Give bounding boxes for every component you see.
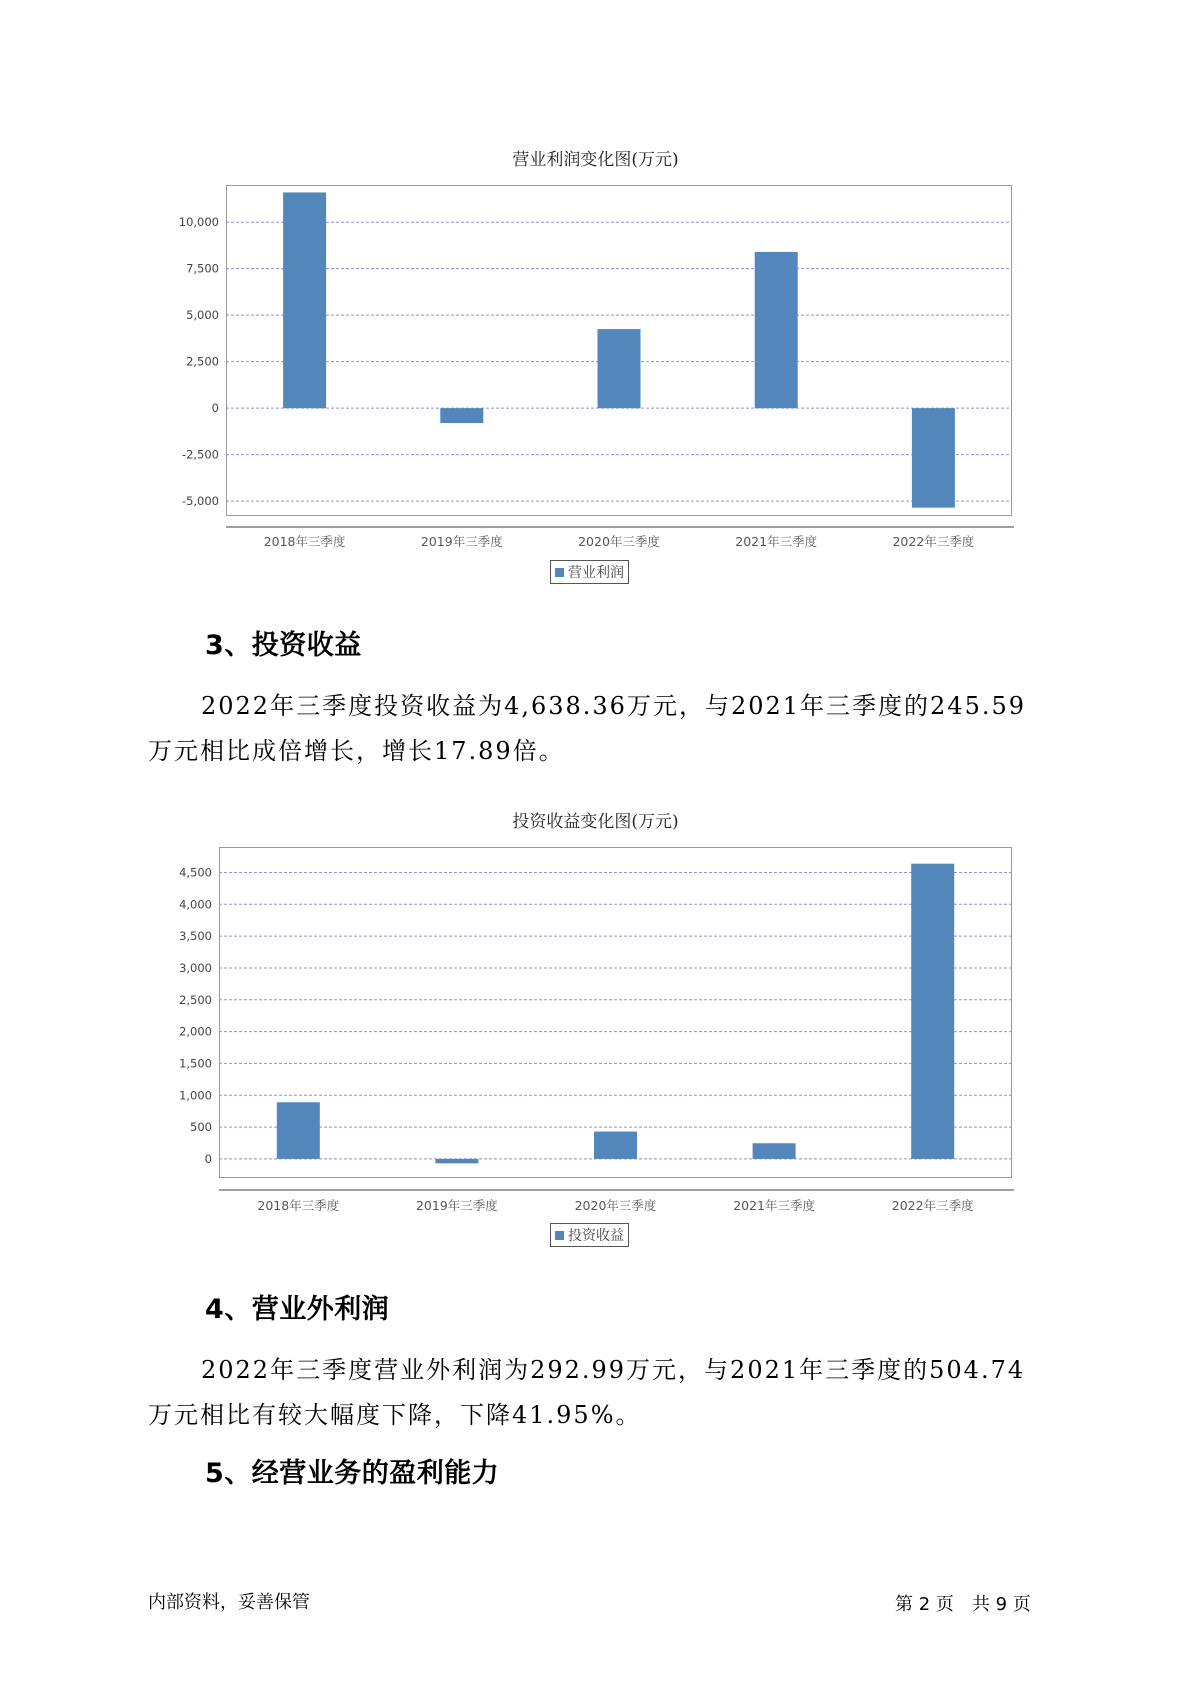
chart1-ytick-label-6: -5,000 bbox=[181, 494, 219, 509]
chart2-ytick-label-2: 3,500 bbox=[179, 929, 212, 944]
chart2-ytick-label-8: 500 bbox=[190, 1120, 212, 1135]
chart2-bar-4 bbox=[911, 864, 954, 1159]
chart2-category-label-3: 2021年三季度 bbox=[733, 1198, 816, 1213]
chart2-legend-label: 投资收益 bbox=[568, 1228, 624, 1244]
chart1-legend-label: 营业利润 bbox=[568, 565, 624, 581]
chart2-category-label-2: 2020年三季度 bbox=[574, 1198, 657, 1213]
chart1-ytick-label-5: -2,500 bbox=[181, 447, 219, 462]
chart1-ytick-label-4: 0 bbox=[211, 401, 219, 416]
chart2-ytick-label-9: 0 bbox=[204, 1151, 212, 1166]
chart2-ytick-label-1: 4,000 bbox=[179, 897, 212, 912]
chart2-ytick-label-7: 1,000 bbox=[179, 1088, 212, 1103]
chart2-category-label-0: 2018年三季度 bbox=[257, 1198, 340, 1213]
chart2-ytick-label-6: 1,500 bbox=[179, 1056, 212, 1071]
footer-left: 内部资料，妥善保管 bbox=[148, 1592, 310, 1613]
chart2-ytick-label-3: 3,000 bbox=[179, 960, 212, 975]
chart1-title: 营业利润变化图(万元) bbox=[512, 150, 679, 170]
footer-page-number: 第 2 页 共 9 页 bbox=[895, 1594, 1031, 1615]
section4-heading: 4、营业外利润 bbox=[205, 1294, 390, 1325]
chart1-ytick-label-2: 5,000 bbox=[186, 308, 219, 323]
chart2-category-label-1: 2019年三季度 bbox=[415, 1198, 498, 1213]
chart2-ytick-label-0: 4,500 bbox=[179, 865, 212, 880]
chart1-ytick-label-1: 7,500 bbox=[186, 261, 219, 276]
section5-heading: 5、经营业务的盈利能力 bbox=[205, 1458, 500, 1489]
chart2-bar-0 bbox=[277, 1102, 320, 1159]
chart2-bar-2 bbox=[594, 1132, 637, 1159]
chart2-legend bbox=[550, 1223, 629, 1247]
chart2-bar-1 bbox=[435, 1159, 478, 1163]
chart1-ytick-label-0: 10,000 bbox=[178, 215, 219, 230]
chart1-ytick-label-3: 2,500 bbox=[186, 354, 219, 369]
chart1-category-label-3: 2021年三季度 bbox=[735, 534, 818, 549]
chart1-category-label-4: 2022年三季度 bbox=[892, 534, 975, 549]
section3-paragraph: 2022年三季度投资收益为4,638.36万元，与2021年三季度的245.59万元相比成倍增长，增长17.89倍。 bbox=[148, 692, 1027, 765]
chart2-ytick-label-4: 2,500 bbox=[179, 992, 212, 1007]
chart2-legend-swatch bbox=[555, 1231, 564, 1240]
chart2-title: 投资收益变化图(万元) bbox=[512, 812, 679, 832]
section3-heading: 3、投资收益 bbox=[205, 630, 362, 661]
chart2-ytick-label-5: 2,000 bbox=[179, 1024, 212, 1039]
chart1-category-label-1: 2019年三季度 bbox=[420, 534, 503, 549]
chart1-category-label-2: 2020年三季度 bbox=[578, 534, 660, 549]
chart2-category-label-4: 2022年三季度 bbox=[891, 1198, 974, 1213]
chart2-bar-3 bbox=[753, 1143, 796, 1159]
chart1-category-label-0: 2018年三季度 bbox=[263, 534, 346, 549]
section4-paragraph: 2022年三季度营业外利润为292.99万元，与2021年三季度的504.74万元相比有较大幅度下降，下降41.95%。 bbox=[148, 1356, 1026, 1429]
